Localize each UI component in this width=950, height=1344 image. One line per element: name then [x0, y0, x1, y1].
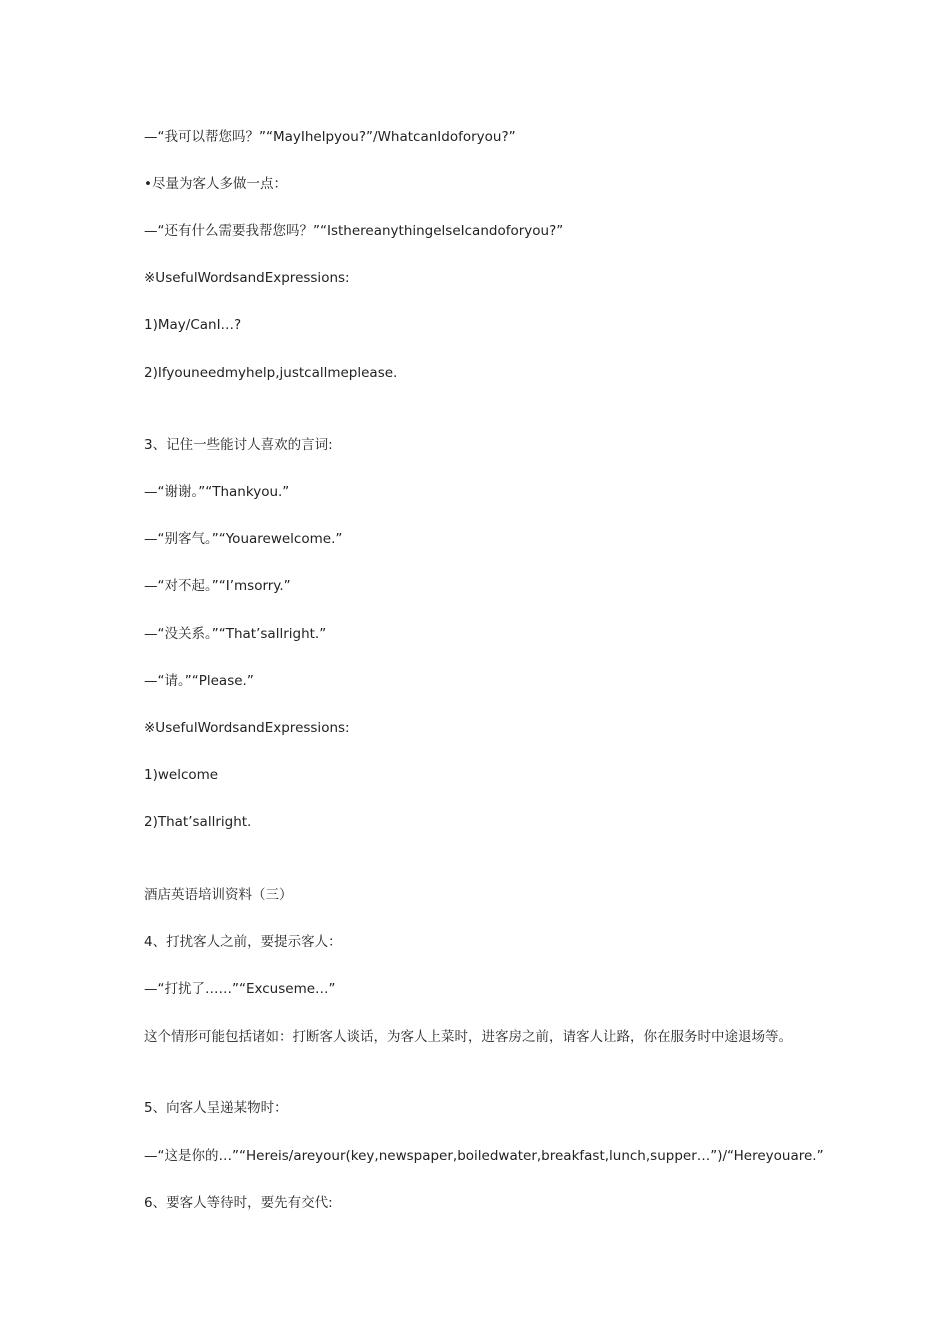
list-item: 2)Ifyouneedmyhelp,justcallmeplease.: [144, 365, 398, 381]
text-line: —“打扰了……”“Excuseme…”: [144, 981, 336, 997]
paragraph: 这个情形可能包括诸如：打断客人谈话，为客人上菜时，进客房之前，请客人让路，你在服务时中途退场等。: [144, 1029, 792, 1045]
text-line: —“请。”“Please.”: [144, 673, 254, 689]
list-item: 1)welcome: [144, 767, 219, 783]
section-heading: ※UsefulWordsandExpressions:: [144, 270, 350, 286]
text-line: —“没关系。”“That’sallright.”: [144, 626, 327, 642]
text-line: —“谢谢。”“Thankyou.”: [144, 484, 290, 500]
numbered-heading: 5、向客人呈递某物时：: [144, 1100, 288, 1116]
section-heading: ※UsefulWordsandExpressions:: [144, 720, 350, 736]
numbered-heading: 3、记住一些能讨人喜欢的言词:: [144, 437, 333, 453]
list-item: 2)That’sallright.: [144, 814, 252, 830]
text-line: —“还有什么需要我帮您吗？”“IsthereanythingelseIcandoforyou?”: [144, 223, 564, 239]
numbered-heading: 4、打扰客人之前，要提示客人：: [144, 934, 342, 950]
list-item: 1)May/CanI…?: [144, 317, 242, 333]
text-line: —“这是你的…”“Hereis/areyour(key,newspaper,boiledwater,breakfast,lunch,supper…”)/“Hereyouare.”: [144, 1148, 824, 1164]
text-line: —“对不起。”“I’msorry.”: [144, 578, 291, 594]
numbered-heading: 6、要客人等待时，要先有交代:: [144, 1195, 333, 1211]
text-line: —“我可以帮您吗？”“MayIhelpyou?”/WhatcanIdoforyou?”: [144, 129, 516, 145]
document-title: 酒店英语培训资料（三）: [144, 887, 293, 903]
text-line: —“别客气。”“Youarewelcome.”: [144, 531, 343, 547]
bullet-line: •尽量为客人多做一点：: [144, 176, 287, 192]
